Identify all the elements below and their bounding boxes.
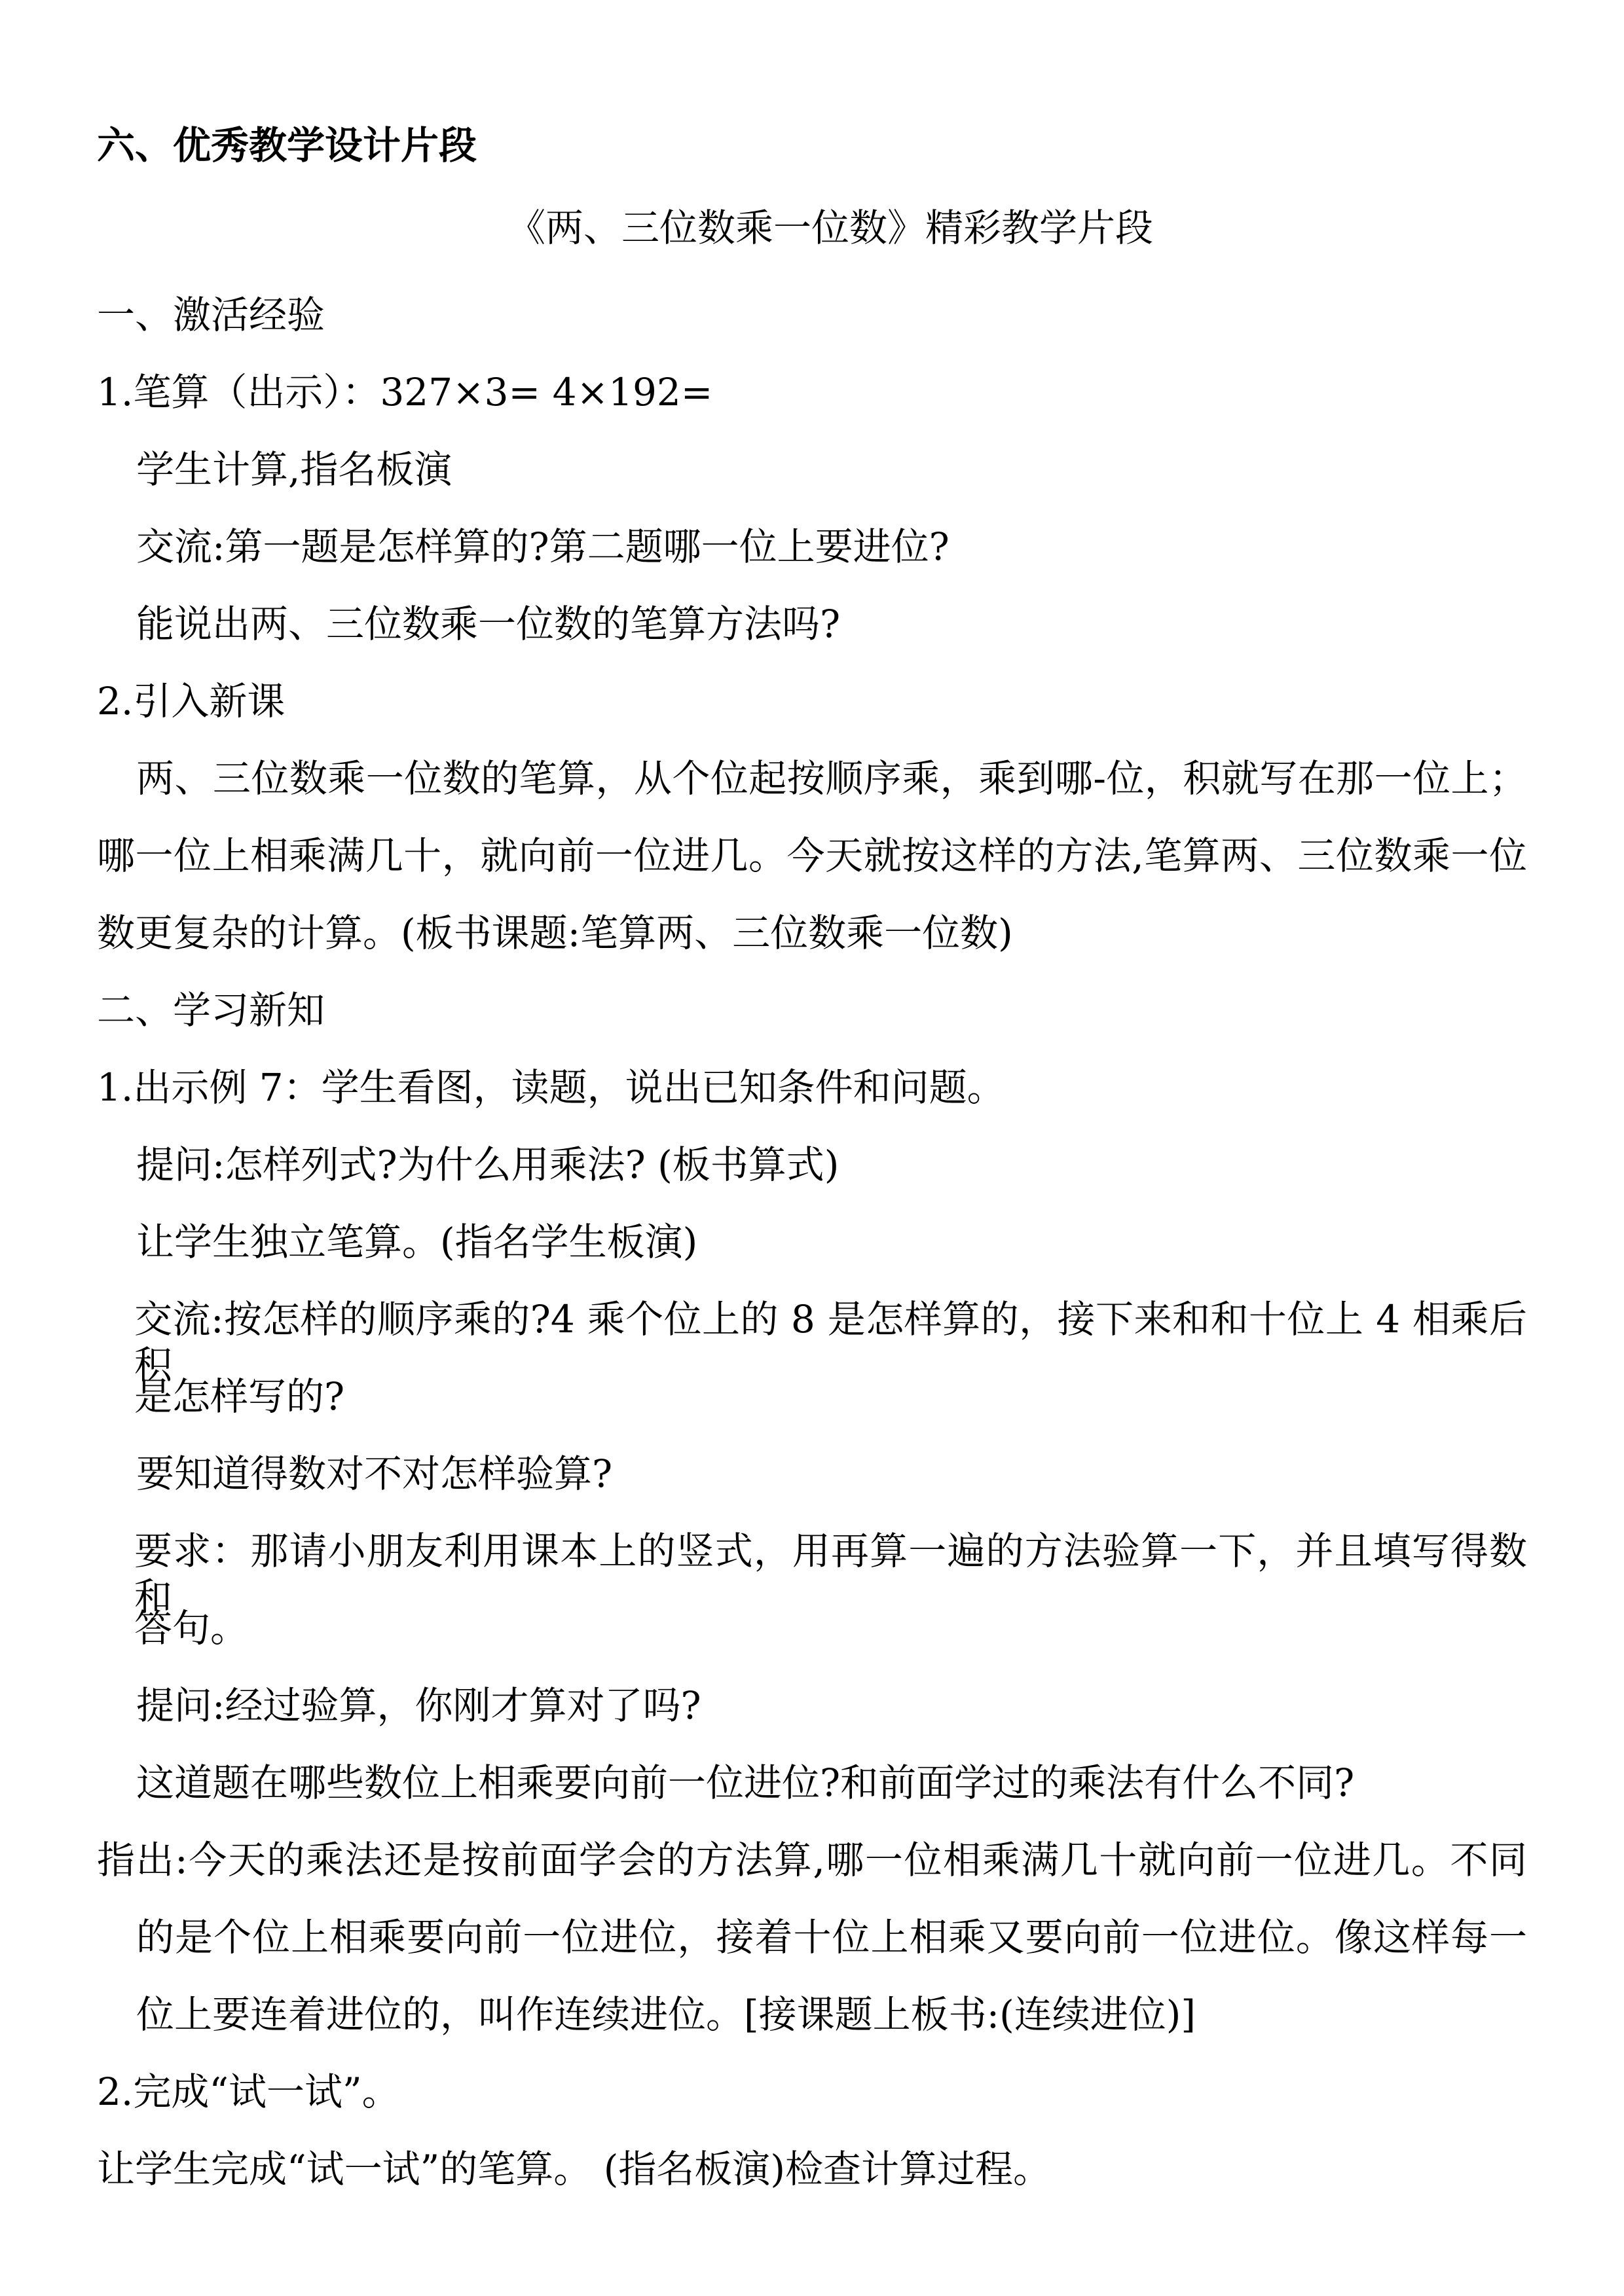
part2-item1: 1.出示例 7：学生看图，读题，说出已知条件和问题。 [97,1065,1005,1110]
part1-item1-line2: 交流:第一题是怎样算的?第二题哪一位上要进位? [136,524,950,569]
part2-line-ask2: 提问:经过验算，你刚才算对了吗? [136,1683,701,1728]
part2-line-require-1: 要求：那请小朋友利用课本上的竖式，用再算一遍的方法验算一下，并且填写得数和 [134,1529,1527,1619]
part2-line-question: 这道题在哪些数位上相乘要向前一位进位?和前面学过的乘法有什么不同? [136,1760,1355,1805]
part2-line-discuss-1: 交流:按怎样的顺序乘的?4 乘个位上的 8 是怎样算的，接下来和和十位上 4 相乘后积 [134,1297,1527,1387]
part2-line-solve: 让学生独立笔算。(指名学生板演) [136,1220,698,1264]
part2-line-point-3: 位上要连着进位的，叫作连续进位。[接课题上板书:(连续进位)] [136,1992,1196,2037]
part1-item1-line3: 能说出两、三位数乘一位数的笔算方法吗? [136,602,841,646]
part1-item2-para-line2: 哪一位上相乘满几十，就向前一位进几。今天就按这样的方法,笔算两、三位数乘一位 [97,833,1527,878]
part2-line-point-2: 的是个位上相乘要向前一位进位，接着十位上相乘又要向前一位进位。像这样每一 [136,1915,1527,1959]
part1-item1: 1.笔算（出示）：327×3= 4×192= [97,370,713,414]
part1-item2-para-line3: 数更复杂的计算。(板书课题:笔算两、三位数乘一位数) [97,911,1013,955]
part1-item1-line1: 学生计算,指名板演 [136,447,452,492]
part2-line-discuss-2: 是怎样写的? [134,1374,345,1419]
part2-line-require-2: 答句。 [134,1606,249,1650]
part2-heading: 二、学习新知 [97,988,325,1032]
document-title: 《两、三位数乘一位数》精彩教学片段 [507,206,1154,250]
section-heading: 六、优秀教学设计片段 [97,123,477,168]
part1-item2-para-line1: 两、三位数乘一位数的笔算，从个位起按顺序乘，乘到哪-位，积就写在那一位上； [136,756,1527,801]
part2-item2: 2.完成“试一试”。 [97,2069,400,2114]
part2-line-verify: 要知道得数对不对怎样验算? [136,1451,613,1496]
part2-line-ask: 提问:怎样列式?为什么用乘法? (板书算式) [136,1142,840,1187]
part2-item2-line1: 让学生完成“试一试”的笔算。 (指名板演)检查计算过程。 [97,2147,1051,2191]
part2-line-point-1: 指出:今天的乘法还是按前面学会的方法算,哪一位相乘满几十就向前一位进几。不同 [97,1838,1527,1882]
part1-heading: 一、激活经验 [97,293,325,337]
part1-item2: 2.引入新课 [97,679,286,723]
